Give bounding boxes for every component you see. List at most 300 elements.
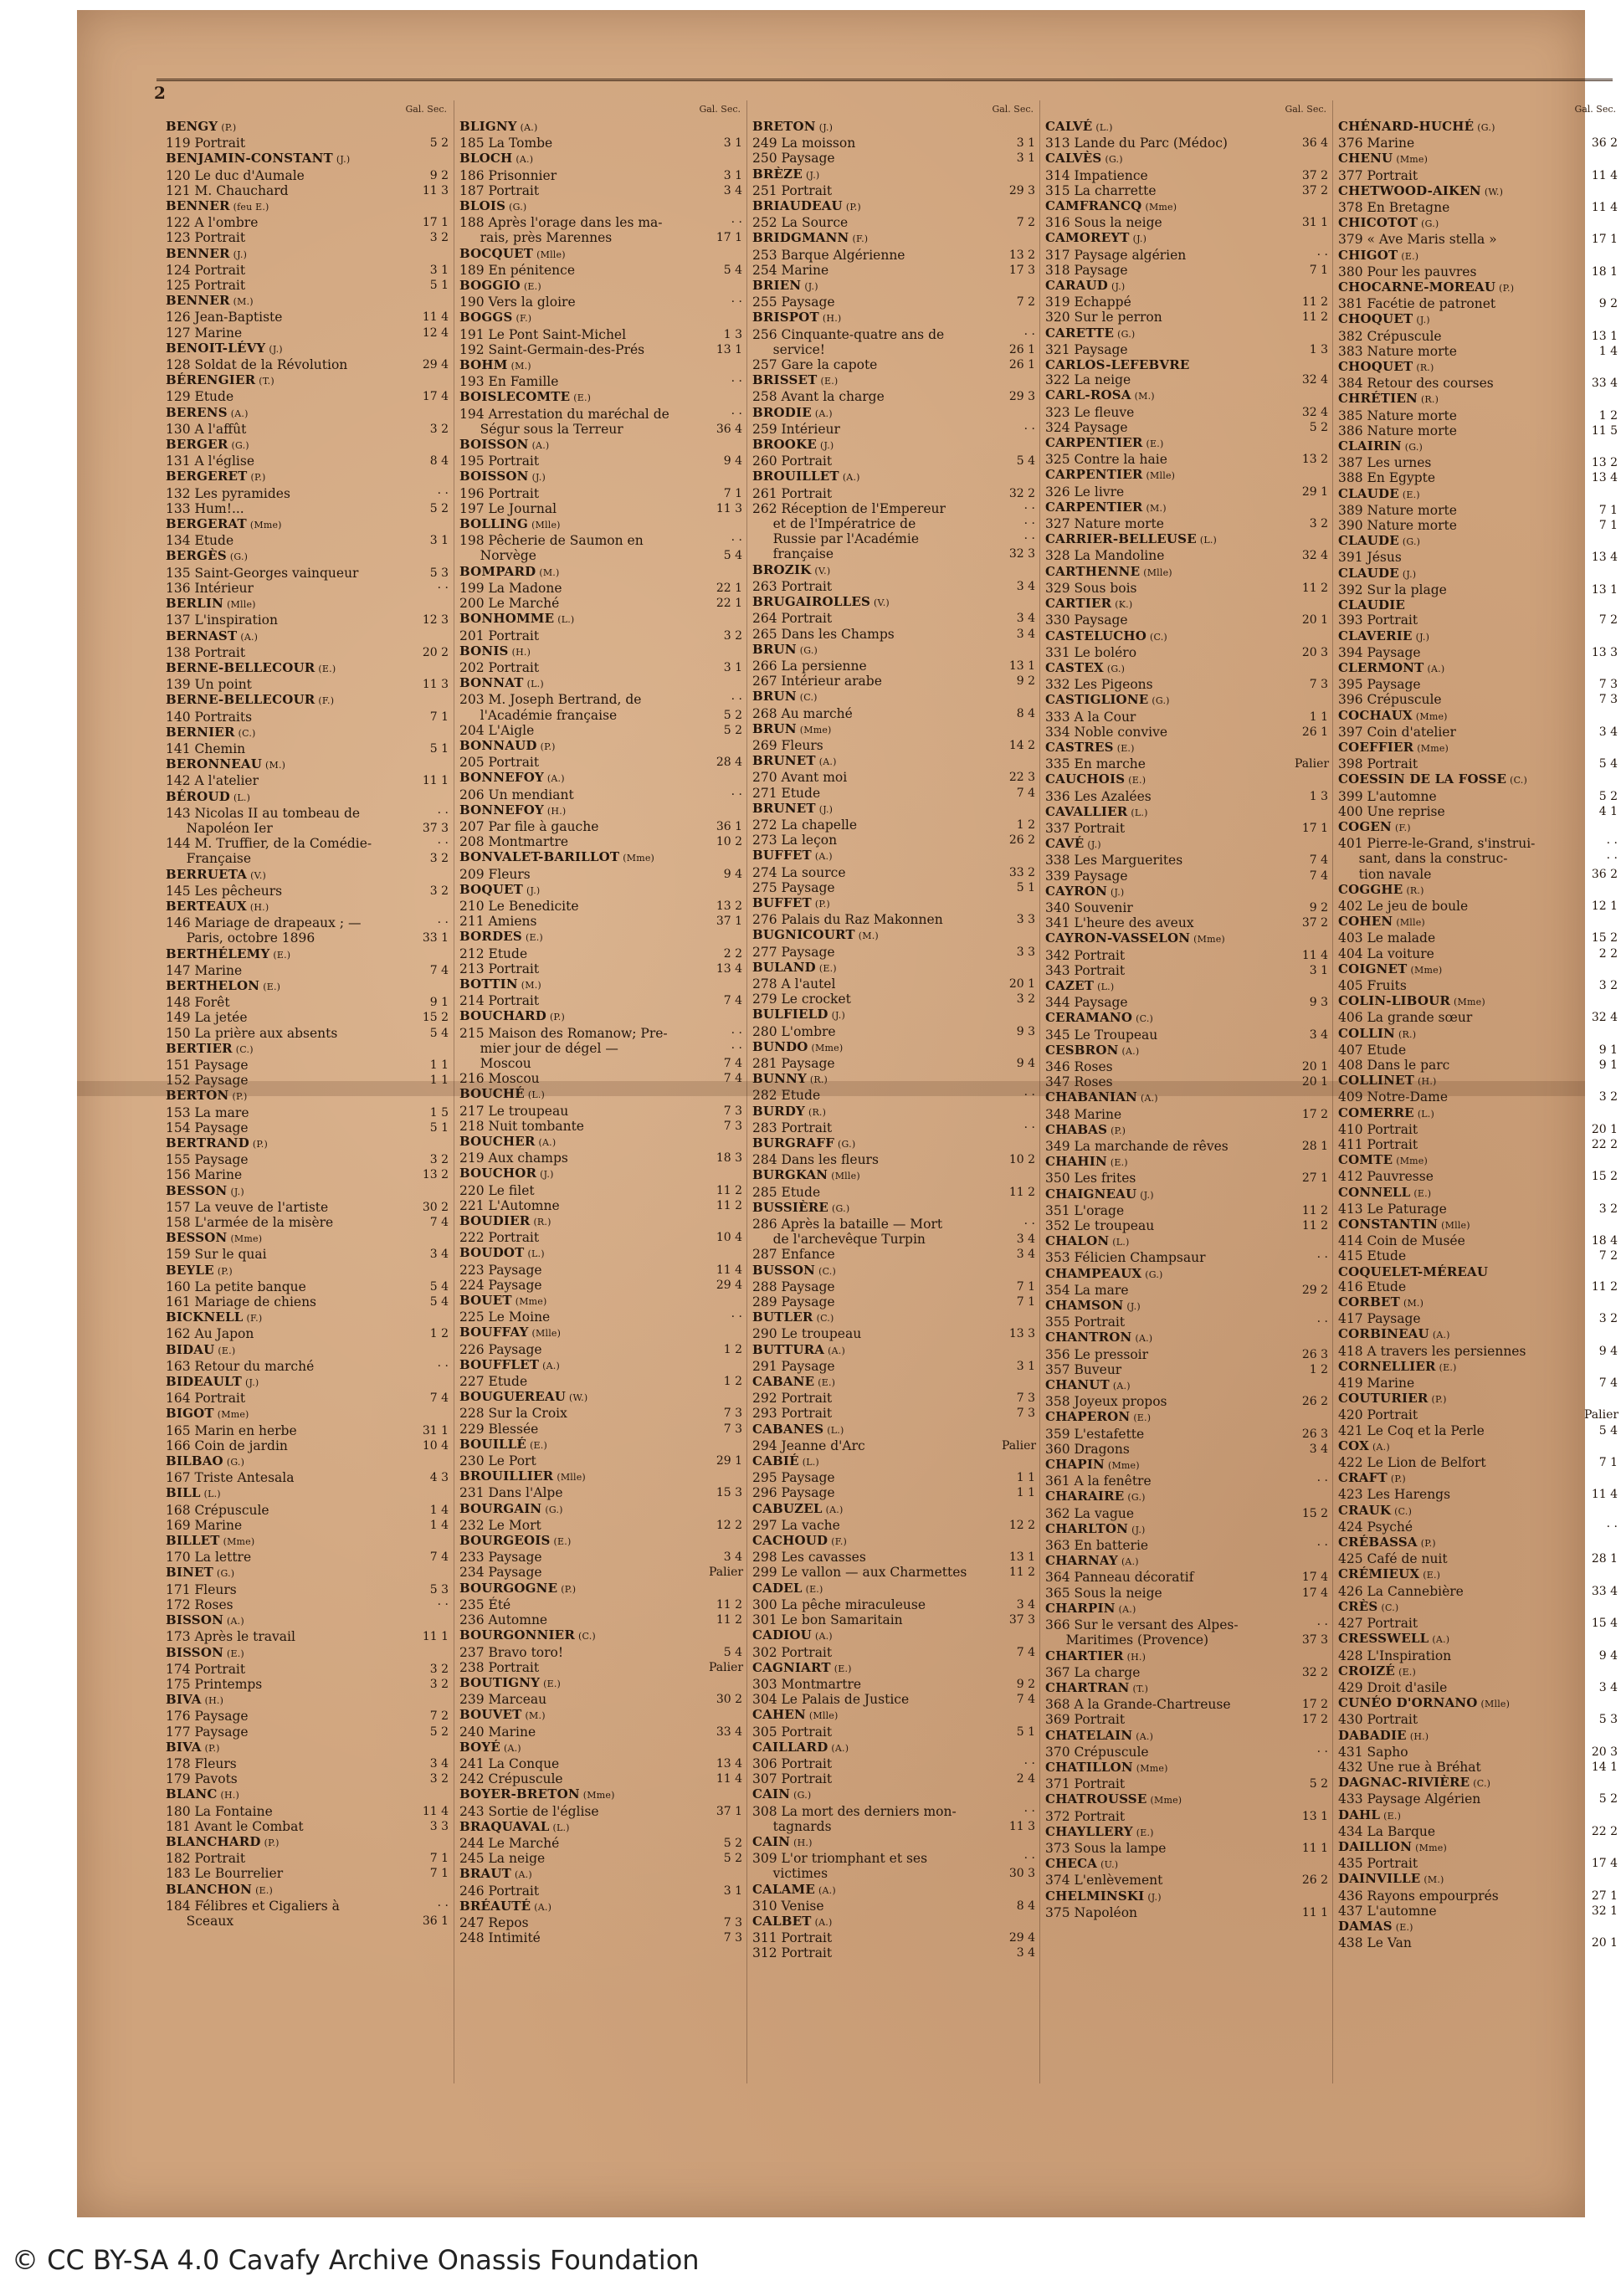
artwork-entry	[1333, 1010, 1621, 1025]
artwork-entry	[1333, 1169, 1621, 1184]
artwork-entry	[1040, 548, 1331, 563]
artist-initial: (J.)	[1140, 1189, 1154, 1201]
artist-name: CHARLTON (J.)	[1045, 1520, 1146, 1536]
artwork-entry	[1333, 692, 1621, 707]
artist-initial: (Mme)	[582, 1790, 615, 1801]
gallery-section: 3 2	[429, 884, 449, 898]
gallery-section: 5 4	[723, 1645, 742, 1659]
gallery-section: 8 4	[1016, 706, 1035, 720]
gallery-section: 11 4	[422, 310, 449, 325]
artwork-title: 191 Le Pont Saint-Michel	[459, 326, 627, 342]
artist-initial: (G.)	[1105, 154, 1123, 166]
artwork-entry	[161, 325, 452, 341]
artwork-entry	[747, 1217, 1039, 1232]
artist-initial: (J.)	[1147, 1891, 1162, 1903]
gallery-section: 11 4	[1591, 201, 1618, 215]
artwork-entry	[1040, 168, 1331, 183]
artwork-title: 403 Le malade	[1338, 930, 1436, 946]
artwork-title: 313 Lande du Parc (Médoc)	[1045, 136, 1228, 151]
artwork-entry	[1040, 136, 1331, 151]
artwork-title: 414 Coin de Musée	[1338, 1233, 1465, 1249]
artwork-title: 370 Crépuscule	[1045, 1744, 1149, 1760]
artist-name: CHAHIN (E.)	[1045, 1154, 1128, 1170]
artist-initial: (G.)	[838, 1139, 856, 1150]
artwork-title: 301 Le bon Samaritain	[752, 1612, 903, 1628]
artwork-title: 413 Le Paturage	[1338, 1201, 1447, 1217]
gallery-section: 12 1	[1591, 899, 1618, 913]
artwork-entry	[1333, 1344, 1621, 1359]
gallery-section: 15 2	[1301, 1506, 1328, 1520]
artwork-entry	[454, 660, 746, 675]
artist-initial: (E.)	[1395, 1921, 1413, 1933]
artwork-entry	[1040, 183, 1331, 198]
artist-initial: (J.)	[1110, 886, 1125, 898]
artist-name: COHEN (Mlle)	[1338, 914, 1425, 930]
gallery-section: 20 1	[1591, 1936, 1618, 1950]
artist-initial: (Mlle)	[808, 1710, 839, 1722]
gallery-section: 26 1	[1008, 358, 1035, 372]
artist-name: BERGER (G.)	[166, 437, 249, 453]
artist-initial: (J.)	[336, 154, 351, 166]
artwork-title: 176 Paysage	[166, 1709, 249, 1725]
artwork-title: 236 Automne	[459, 1612, 548, 1628]
artist-name: BOUDOT (L.)	[459, 1245, 545, 1261]
artist-initial: (E.)	[318, 663, 336, 674]
artist-initial: (A.)	[1121, 1045, 1140, 1057]
artwork-entry	[1040, 1171, 1331, 1186]
artwork-title: 408 Dans le parc	[1338, 1057, 1450, 1073]
artwork-title: 227 Etude	[459, 1374, 528, 1390]
artwork-entry	[1333, 1889, 1621, 1904]
artist-name: BICKNELL (F.)	[166, 1309, 263, 1325]
artwork-title: Paris, octobre 1896	[166, 930, 315, 946]
artwork-title: 333 A la Cour	[1045, 709, 1136, 725]
artwork-entry	[747, 136, 1039, 151]
gallery-section: 33 4	[716, 1725, 742, 1739]
gallery-section: 7 3	[723, 1119, 742, 1133]
gallery-section: · ·	[731, 534, 742, 548]
artwork-title: 305 Portrait	[752, 1724, 833, 1740]
artist-initial: (J.)	[526, 884, 541, 896]
artist-initial: (Mme)	[1150, 1795, 1182, 1807]
gallery-section: 13 1	[1008, 659, 1035, 673]
gallery-section: 1 1	[1016, 1486, 1035, 1500]
artist-name: BONNAT (L.)	[459, 675, 544, 691]
artwork-title: 169 Marine	[166, 1517, 243, 1533]
gallery-section: · ·	[1316, 1539, 1328, 1553]
artist-initial: (T.)	[259, 376, 274, 387]
gallery-section: 5 2	[1598, 789, 1618, 803]
artwork-entry	[747, 531, 1039, 546]
artwork-title: 322 La neige	[1045, 372, 1131, 388]
artwork-entry	[1333, 804, 1621, 819]
artwork-title: 120 Le duc d'Aumale	[166, 167, 305, 183]
gallery-section: 17 1	[422, 216, 449, 230]
artwork-title: 430 Portrait	[1338, 1712, 1418, 1728]
artist-name: CASTIGLIONE (G.)	[1045, 692, 1170, 708]
artwork-title: 244 Le Marché	[459, 1835, 560, 1851]
artwork-title: 437 L'automne	[1338, 1903, 1437, 1919]
artist-initial: (J.)	[1132, 233, 1147, 245]
artwork-title: 161 Mariage de chiens	[166, 1294, 317, 1310]
gallery-section: 7 2	[1016, 295, 1035, 310]
artwork-entry	[454, 1374, 746, 1389]
gallery-section: · ·	[731, 375, 742, 389]
artwork-title: 246 Portrait	[459, 1883, 540, 1899]
artist-initial: (M.)	[858, 930, 879, 942]
artwork-entry	[1040, 452, 1331, 467]
artwork-entry	[1333, 1584, 1621, 1599]
artist-initial: (Mlle)	[1146, 470, 1176, 482]
gallery-section: 7 4	[1016, 1693, 1035, 1707]
artwork-title: 423 Les Harengs	[1338, 1487, 1451, 1503]
artist-initial: (E.)	[525, 932, 543, 944]
artist-name: BRISPOT (H.)	[752, 310, 842, 325]
artwork-entry	[747, 1819, 1039, 1834]
gallery-section: 7 1	[1309, 263, 1328, 277]
artist-initial: (J.)	[831, 1010, 845, 1022]
artist-initial: (H.)	[1409, 1730, 1429, 1742]
artwork-entry	[1040, 869, 1331, 884]
artwork-title: 304 Le Palais de Justice	[752, 1692, 910, 1708]
gallery-section: 33 4	[1591, 377, 1618, 391]
artwork-entry	[454, 1550, 746, 1565]
gallery-section: 11 2	[1301, 581, 1328, 595]
artist-initial: (Mme)	[1145, 202, 1177, 213]
artist-name: BERRUETA (V.)	[166, 866, 267, 882]
artist-initial: (E.)	[805, 1583, 823, 1595]
artwork-title: 151 Paysage	[166, 1057, 249, 1073]
artwork-entry	[1040, 372, 1331, 387]
artwork-title: 332 Les Pigeons	[1045, 677, 1153, 693]
artist-name: CAMOREYT (J.)	[1045, 230, 1147, 246]
artwork-entry	[1333, 899, 1621, 914]
gallery-section: 3 1	[723, 168, 742, 182]
artwork-entry	[747, 1088, 1039, 1103]
catalogue-column	[1332, 100, 1621, 2083]
artist-name: BOUILLÉ (E.)	[459, 1436, 547, 1452]
artwork-title: 177 Paysage	[166, 1724, 249, 1740]
artwork-title: 351 L'orage	[1045, 1202, 1125, 1218]
artist-initial: (F.)	[831, 1536, 848, 1548]
artwork-title: 238 Portrait	[459, 1659, 540, 1675]
artwork-entry	[1040, 1283, 1331, 1298]
artwork-title: 380 Pour les pauvres	[1338, 264, 1477, 279]
artwork-title: 165 Marin en herbe	[166, 1422, 297, 1438]
artwork-title: 334 Noble convive	[1045, 724, 1168, 740]
catalogue-columns	[161, 100, 1620, 2083]
artist-name: BOGGS (F.)	[459, 310, 532, 325]
artist-initial: (H.)	[1418, 1076, 1437, 1088]
gallery-section: 9 4	[1598, 1648, 1618, 1663]
gallery-section: 1 2	[723, 1342, 742, 1356]
artist-initial: (E.)	[1128, 775, 1146, 787]
artwork-entry	[747, 1232, 1039, 1247]
artist-initial: (Mme)	[1454, 997, 1485, 1008]
gallery-section: 20 3	[1301, 645, 1328, 659]
artwork-title: 195 Portrait	[459, 454, 540, 469]
artist-initial: (M.)	[539, 566, 560, 578]
artist-name: DAILLION (Mme)	[1338, 1838, 1447, 1854]
artist-initial: (A.)	[1112, 1381, 1131, 1392]
artwork-entry	[1333, 1248, 1621, 1263]
gallery-section: 13 1	[1591, 582, 1618, 597]
artist-name: BOMPARD (M.)	[459, 563, 560, 579]
artwork-entry	[454, 596, 746, 611]
page-number: 2	[154, 83, 166, 103]
artwork-entry	[747, 1866, 1039, 1881]
gallery-section: 3 4	[1016, 1946, 1035, 1960]
artwork-entry	[747, 1406, 1039, 1421]
artist-name: CHAPERON (E.)	[1045, 1409, 1152, 1425]
artist-name: CERAMANO (C.)	[1045, 1010, 1154, 1026]
artwork-entry	[161, 1725, 452, 1740]
artist-name: BOUFFLET (A.)	[459, 1356, 560, 1372]
gallery-section: 3 2	[429, 1662, 449, 1676]
gallery-section: 11 3	[422, 678, 449, 692]
gallery-section: 10 4	[422, 1438, 449, 1453]
artist-initial: (L.)	[1131, 807, 1148, 818]
gallery-section: 5 1	[429, 279, 449, 293]
artist-name: CHAPIN (Mme)	[1045, 1457, 1140, 1473]
artist-name: BOCQUET (Mlle)	[459, 245, 566, 261]
artwork-title: 278 A l'autel	[752, 976, 836, 992]
artist-name: COGGHE (R.)	[1338, 881, 1424, 897]
artwork-entry	[1040, 1841, 1331, 1856]
artwork-entry	[1040, 1362, 1331, 1377]
artwork-entry	[1333, 582, 1621, 597]
artist-name: BOQUET (J.)	[459, 881, 541, 897]
artist-initial: (E.)	[820, 376, 839, 387]
artwork-title: 276 Palais du Raz Makonnen	[752, 912, 943, 928]
column-header: Gal. Sec.	[992, 104, 1034, 115]
artist-name: BRAQUAVAL (L.)	[459, 1818, 570, 1834]
artwork-entry	[747, 342, 1039, 357]
artist-name: BUSSIÈRE (G.)	[752, 1199, 850, 1215]
gallery-section: 32 4	[1301, 373, 1328, 387]
artwork-title: 325 Contre la haie	[1045, 452, 1167, 468]
artist-initial: (A.)	[227, 1616, 244, 1627]
gallery-section: 7 3	[1016, 1407, 1035, 1421]
artist-initial: (H.)	[220, 1790, 239, 1801]
artwork-title: 136 Intérieur	[166, 580, 254, 596]
artwork-title: 133 Hum!...	[166, 500, 244, 516]
artwork-entry	[161, 168, 452, 183]
artwork-entry	[161, 806, 452, 821]
artwork-entry	[1333, 1648, 1621, 1663]
gallery-section: 11 1	[422, 774, 449, 788]
artwork-entry	[747, 1851, 1039, 1866]
artwork-entry	[1040, 948, 1331, 963]
gallery-section: 1 4	[429, 1503, 449, 1517]
artist-name: BOHM (M.)	[459, 357, 531, 373]
artist-name: BERENS (A.)	[166, 404, 249, 420]
artwork-entry	[747, 1804, 1039, 1819]
artist-name: BONIS (H.)	[459, 643, 531, 659]
artwork-entry	[454, 183, 746, 198]
gallery-section: 5 3	[429, 1582, 449, 1596]
artist-initial: (C.)	[1473, 1778, 1491, 1790]
artwork-entry	[747, 880, 1039, 895]
artwork-title: 412 Pauvresse	[1338, 1169, 1434, 1185]
gallery-section: 7 4	[723, 1056, 742, 1070]
artist-name: COLLINET (H.)	[1338, 1073, 1437, 1089]
artwork-entry	[454, 946, 746, 961]
artwork-entry	[1333, 264, 1621, 279]
artwork-entry	[1040, 1905, 1331, 1920]
gallery-section: 8 4	[429, 454, 449, 469]
artwork-entry	[161, 1709, 452, 1724]
artwork-title: 245 La neige	[459, 1851, 546, 1867]
artwork-title: 361 A la fenêtre	[1045, 1473, 1152, 1489]
artwork-entry	[747, 327, 1039, 342]
artist-name: CAYRON (J.)	[1045, 883, 1125, 899]
artwork-title: 129 Etude	[166, 389, 234, 405]
gallery-section: 29 1	[716, 1454, 742, 1468]
artwork-title: 162 Au Japon	[166, 1326, 254, 1342]
artist-name: CHAIGNEAU (J.)	[1045, 1186, 1154, 1202]
artwork-entry	[747, 295, 1039, 310]
artwork-entry	[1040, 1250, 1331, 1265]
artist-name: CHICOTOT (G.)	[1338, 215, 1439, 231]
artwork-title: 190 Vers la gloire	[459, 295, 576, 310]
gallery-section: 37 3	[1008, 1613, 1035, 1627]
artwork-title: 143 Nicolas II au tombeau de	[166, 805, 361, 821]
gallery-section: · ·	[1316, 1618, 1328, 1632]
artwork-entry	[1040, 342, 1331, 357]
artist-name: DAHL (E.)	[1338, 1807, 1402, 1822]
artwork-entry	[1040, 295, 1331, 310]
artwork-entry	[1333, 978, 1621, 993]
artwork-title: 375 Napoléon	[1045, 1904, 1138, 1920]
artist-initial: (H.)	[249, 901, 269, 913]
artist-initial: (J.)	[269, 343, 283, 355]
gallery-section: 30 3	[1008, 1867, 1035, 1881]
artwork-title: 401 Pierre-le-Grand, s'instrui-	[1338, 836, 1536, 852]
artwork-entry	[161, 1851, 452, 1866]
artwork-title: 384 Retour des courses	[1338, 376, 1494, 392]
artwork-entry	[747, 1152, 1039, 1167]
artwork-entry	[747, 1597, 1039, 1612]
artwork-entry	[161, 1518, 452, 1533]
artwork-entry	[454, 407, 746, 422]
gallery-section: 11 2	[716, 1198, 742, 1212]
gallery-section: 11 4	[716, 1263, 742, 1277]
artwork-entry	[1333, 344, 1621, 359]
artist-name: CARPENTIER (M.)	[1045, 499, 1167, 515]
artist-initial: (A.)	[1136, 1730, 1154, 1742]
artist-initial: (Mlle)	[1480, 1699, 1511, 1710]
artwork-title: 388 En Egypte	[1338, 470, 1436, 486]
artist-name: BERTEAUX (H.)	[166, 898, 269, 914]
gallery-section: 11 4	[422, 1804, 449, 1818]
artwork-title: 352 Le troupeau	[1045, 1218, 1155, 1234]
artwork-title: 295 Paysage	[752, 1470, 835, 1486]
artist-name: CACHOUD (F.)	[752, 1533, 848, 1549]
artist-initial: (L.)	[1199, 535, 1218, 546]
gallery-section: · ·	[1023, 1804, 1035, 1818]
gallery-section: 37 3	[1301, 1633, 1328, 1648]
artist-initial: (L.)	[1417, 1108, 1434, 1120]
artwork-entry	[747, 674, 1039, 689]
artwork-entry	[1040, 1203, 1331, 1218]
gallery-section: · ·	[1316, 1251, 1328, 1265]
artwork-entry	[161, 1152, 452, 1167]
artist-name: BOYÉ (A.)	[459, 1739, 521, 1755]
artwork-entry	[1333, 200, 1621, 215]
artwork-entry	[1040, 310, 1331, 325]
artwork-title: 368 A la Grande-Chartreuse	[1045, 1697, 1231, 1713]
artist-name: BRUN (Mme)	[752, 720, 832, 736]
artist-name: BUNNY (R.)	[752, 1071, 828, 1087]
artwork-entry	[1333, 408, 1621, 423]
artwork-entry	[454, 1565, 746, 1580]
artwork-title: 153 La mare	[166, 1104, 249, 1120]
artwork-title: 291 Paysage	[752, 1358, 835, 1374]
artwork-title: 123 Portrait	[166, 230, 246, 246]
artist-initial: (Mme)	[623, 853, 655, 864]
artwork-title: 399 L'automne	[1338, 788, 1437, 804]
artist-initial: (E.)	[1423, 1570, 1441, 1581]
artwork-entry	[1333, 1935, 1621, 1950]
artist-initial: (J.)	[244, 1377, 259, 1389]
artist-initial: (E.)	[227, 1648, 244, 1659]
gallery-section: 9 4	[1598, 1344, 1618, 1358]
artist-name: CLAUDE (J.)	[1338, 565, 1417, 581]
gallery-section: 27 1	[1591, 1889, 1618, 1903]
artwork-entry	[161, 915, 452, 930]
artist-name: BROUILLIER (Mlle)	[459, 1468, 586, 1484]
artist-initial: (J.)	[818, 122, 834, 133]
artwork-entry	[161, 1026, 452, 1041]
artwork-title: 251 Portrait	[752, 182, 833, 198]
gallery-section: 5 4	[429, 1295, 449, 1309]
artwork-title: 121 M. Chauchard	[166, 182, 289, 198]
artist-initial: (A.)	[503, 1742, 521, 1754]
gallery-section: 1 2	[1598, 408, 1618, 423]
artwork-title: tion navale	[1338, 866, 1432, 882]
artwork-entry	[1040, 1776, 1331, 1791]
gallery-section: 1 2	[429, 1327, 449, 1341]
artist-name: CARL-ROSA (M.)	[1045, 387, 1155, 403]
artist-name: BOUTIGNY (E.)	[459, 1674, 562, 1690]
artist-initial: (F.)	[318, 695, 335, 707]
gallery-section: 10 2	[716, 835, 742, 849]
artwork-entry	[161, 1294, 452, 1309]
artist-name: CRAFT (P.)	[1338, 1470, 1406, 1486]
artist-name: CAGNIART (E.)	[752, 1659, 852, 1675]
artwork-entry	[454, 692, 746, 707]
gallery-section: 37 1	[716, 1804, 742, 1818]
artwork-title: 180 La Fontaine	[166, 1803, 273, 1819]
artist-name: CARPENTIER (Mlle)	[1045, 467, 1176, 483]
artwork-entry	[161, 486, 452, 501]
artwork-title: 349 La marchande de rêves	[1045, 1139, 1229, 1154]
artwork-title: 141 Chemin	[166, 741, 246, 756]
artist-name: CAUCHOIS (E.)	[1045, 771, 1146, 787]
artwork-title: service!	[752, 341, 825, 357]
artwork-entry	[1040, 1347, 1331, 1362]
artist-name: BOUGUEREAU (W.)	[459, 1389, 588, 1405]
artwork-title: 431 Sapho	[1338, 1744, 1408, 1760]
artwork-entry	[1333, 1058, 1621, 1073]
artist-name: BOUDIER (R.)	[459, 1213, 551, 1229]
artist-name: CHOQUET (R.)	[1338, 359, 1434, 375]
gallery-section: 13 3	[1008, 1327, 1035, 1341]
artist-initial: (G.)	[1127, 1492, 1146, 1504]
copyright-footer: © CC BY-SA 4.0 Cavafy Archive Onassis Foundation	[0, 2224, 1607, 2296]
artwork-entry	[747, 1485, 1039, 1500]
